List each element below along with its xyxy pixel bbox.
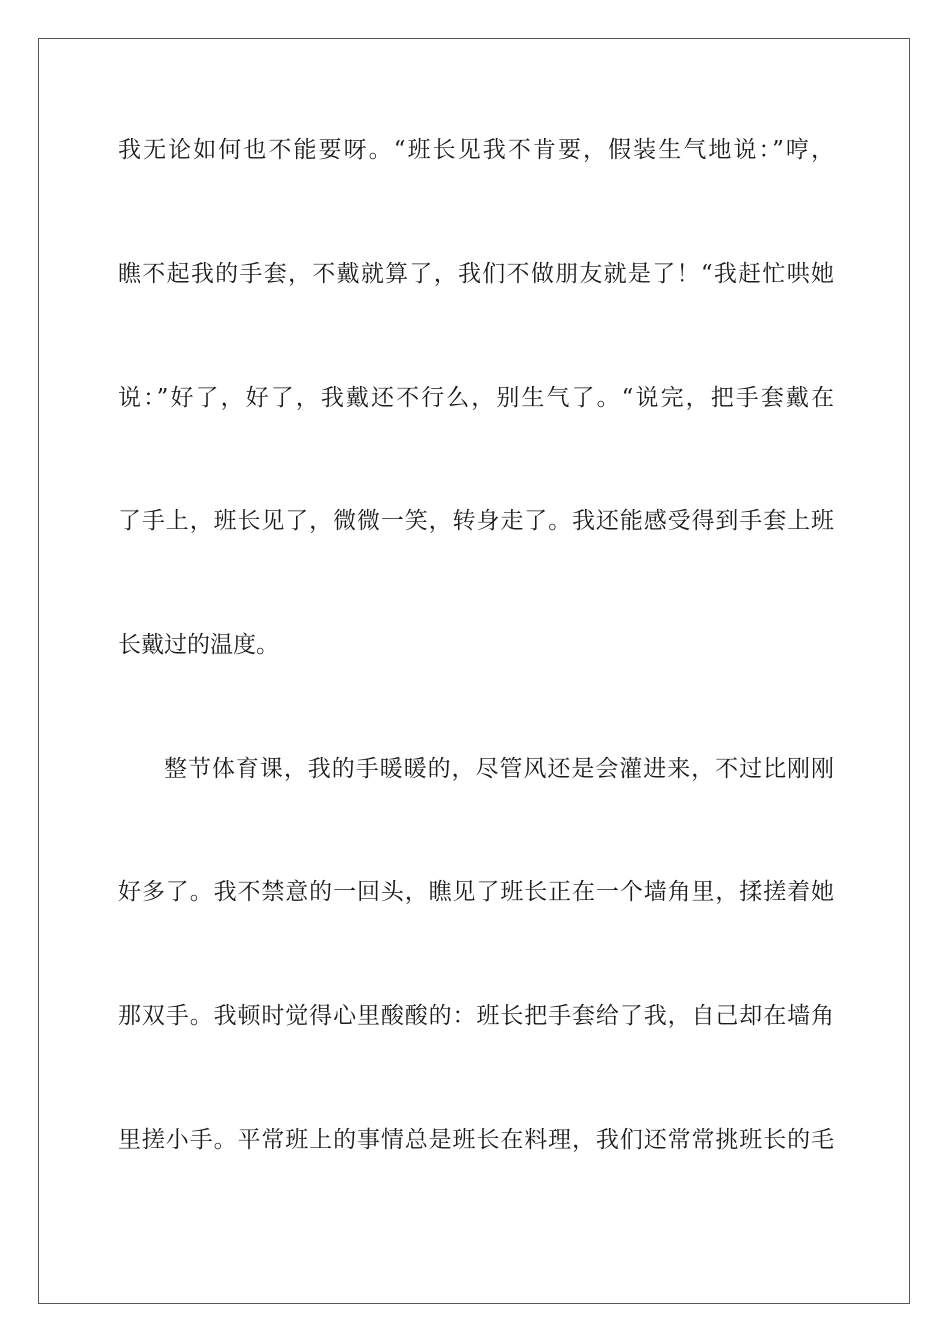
paragraph-first-line: 整节体育课，我的手暖暖的，尽管风还是会灌进来，不过比刚刚 bbox=[164, 756, 834, 782]
page-border bbox=[38, 38, 910, 1304]
text-line: 说：”好了，好了，我戴还不行么，别生气了。“说完，把手套戴在 bbox=[118, 385, 834, 411]
text-line: 我无论如何也不能要呀。“班长见我不肯要，假装生气地说：”哼， bbox=[118, 137, 834, 163]
paragraph-end-line: 长戴过的温度。 bbox=[118, 632, 279, 658]
text-line: 那双手。我顿时觉得心里酸酸的：班长把手套给了我，自己却在墙角 bbox=[118, 1003, 834, 1029]
text-line: 里搓小手。平常班上的事情总是班长在料理，我们还常常挑班长的毛 bbox=[118, 1127, 834, 1153]
text-line: 了手上，班长见了，微微一笑，转身走了。我还能感受得到手套上班 bbox=[118, 508, 834, 534]
text-line: 好多了。我不禁意的一回头，瞧见了班长正在一个墙角里，揉搓着她 bbox=[118, 879, 834, 905]
text-line: 瞧不起我的手套，不戴就算了，我们不做朋友就是了！“我赶忙哄她 bbox=[118, 261, 834, 287]
